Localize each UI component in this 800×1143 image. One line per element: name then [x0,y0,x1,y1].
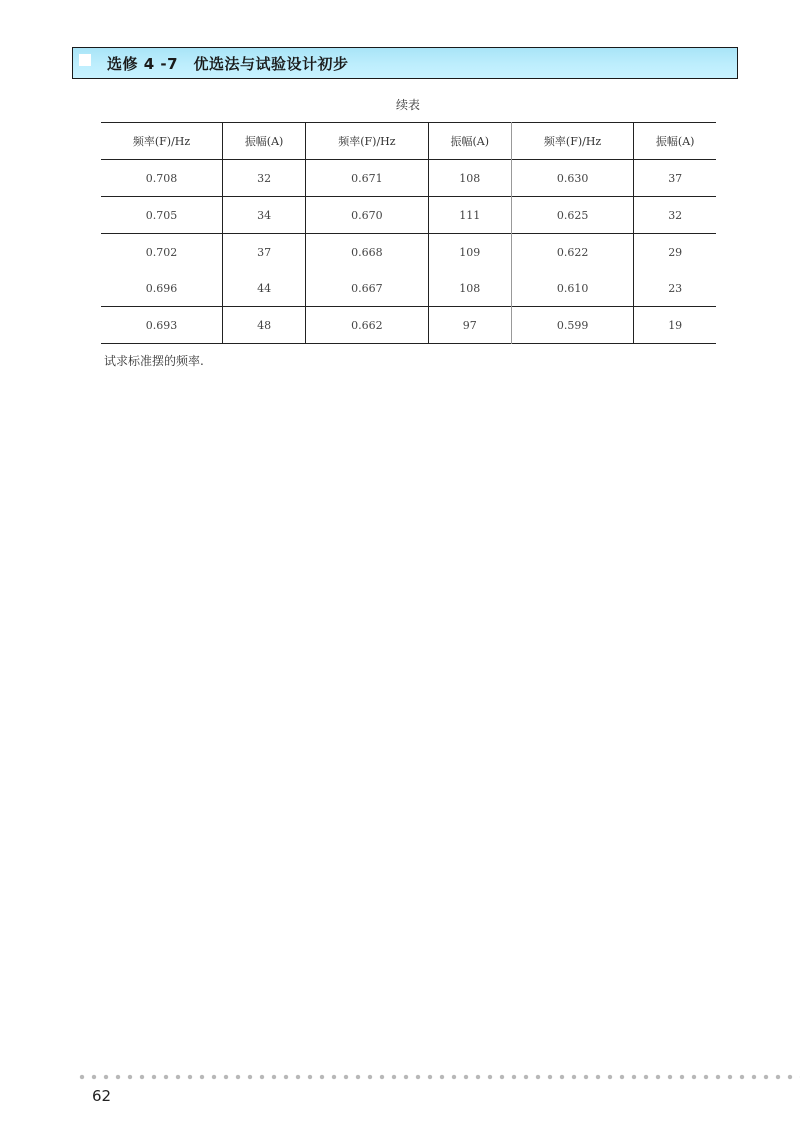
table-cell: 0.702 [145,245,178,259]
page-number: 62 [92,1087,112,1105]
table-row [101,234,716,271]
header-frequency-2: 频率(F)/Hz [306,123,429,160]
table-row [101,160,716,197]
table-cell: 0.708 [145,171,178,185]
table-cell: 34 [223,197,306,234]
table-cell: 19 [634,307,716,344]
table-cell: 111 [428,197,511,234]
header-amplitude-1: 振幅(A) [223,123,306,160]
table-cell: 29 [634,234,716,271]
table-cell: 0.599 [511,307,634,344]
table-cell: 0.670 [306,197,429,234]
table-cell: 0.622 [511,234,634,271]
table-cell: 48 [223,307,306,344]
table-cell: 0.696 [145,281,178,295]
header-amplitude-2: 振幅(A) [428,123,511,160]
table-cell: 0.705 [145,208,178,222]
table-cell: 108 [428,270,511,307]
table-cell: 97 [428,307,511,344]
question-text: 试求标准摆的频率. [104,354,204,368]
header-frequency-3: 频率(F)/Hz [511,123,634,160]
table-cell: 23 [634,270,716,307]
table-cell: 0.662 [306,307,429,344]
table-cell: 32 [634,197,716,234]
table-cell: 108 [428,160,511,197]
table-row [101,270,716,307]
footer-dotted-divider [76,1074,800,1080]
table-cell: 0.671 [306,160,429,197]
frequency-amplitude-table [101,122,716,344]
table-cell: 0.630 [511,160,634,197]
table-cell: 37 [223,234,306,271]
table-row [101,307,716,344]
table-cell: 0.693 [145,318,178,332]
section-header [72,47,738,79]
header-amplitude-3: 振幅(A) [634,123,716,160]
table-cell: 0.667 [306,270,429,307]
table-cell: 0.625 [511,197,634,234]
header-frequency-1: 频率(F)/Hz [132,135,191,148]
table-row [101,197,716,234]
section-title: 选修 4 -7 优选法与试验设计初步 [107,54,349,73]
table-cell: 109 [428,234,511,271]
table-caption: 续表 [395,98,420,112]
table-cell: 0.668 [306,234,429,271]
table-cell: 0.610 [511,270,634,307]
header-square-icon [79,54,91,66]
table-cell: 37 [634,160,716,197]
table-cell: 44 [223,270,306,307]
table-header-row [101,123,716,160]
table-cell: 32 [223,160,306,197]
